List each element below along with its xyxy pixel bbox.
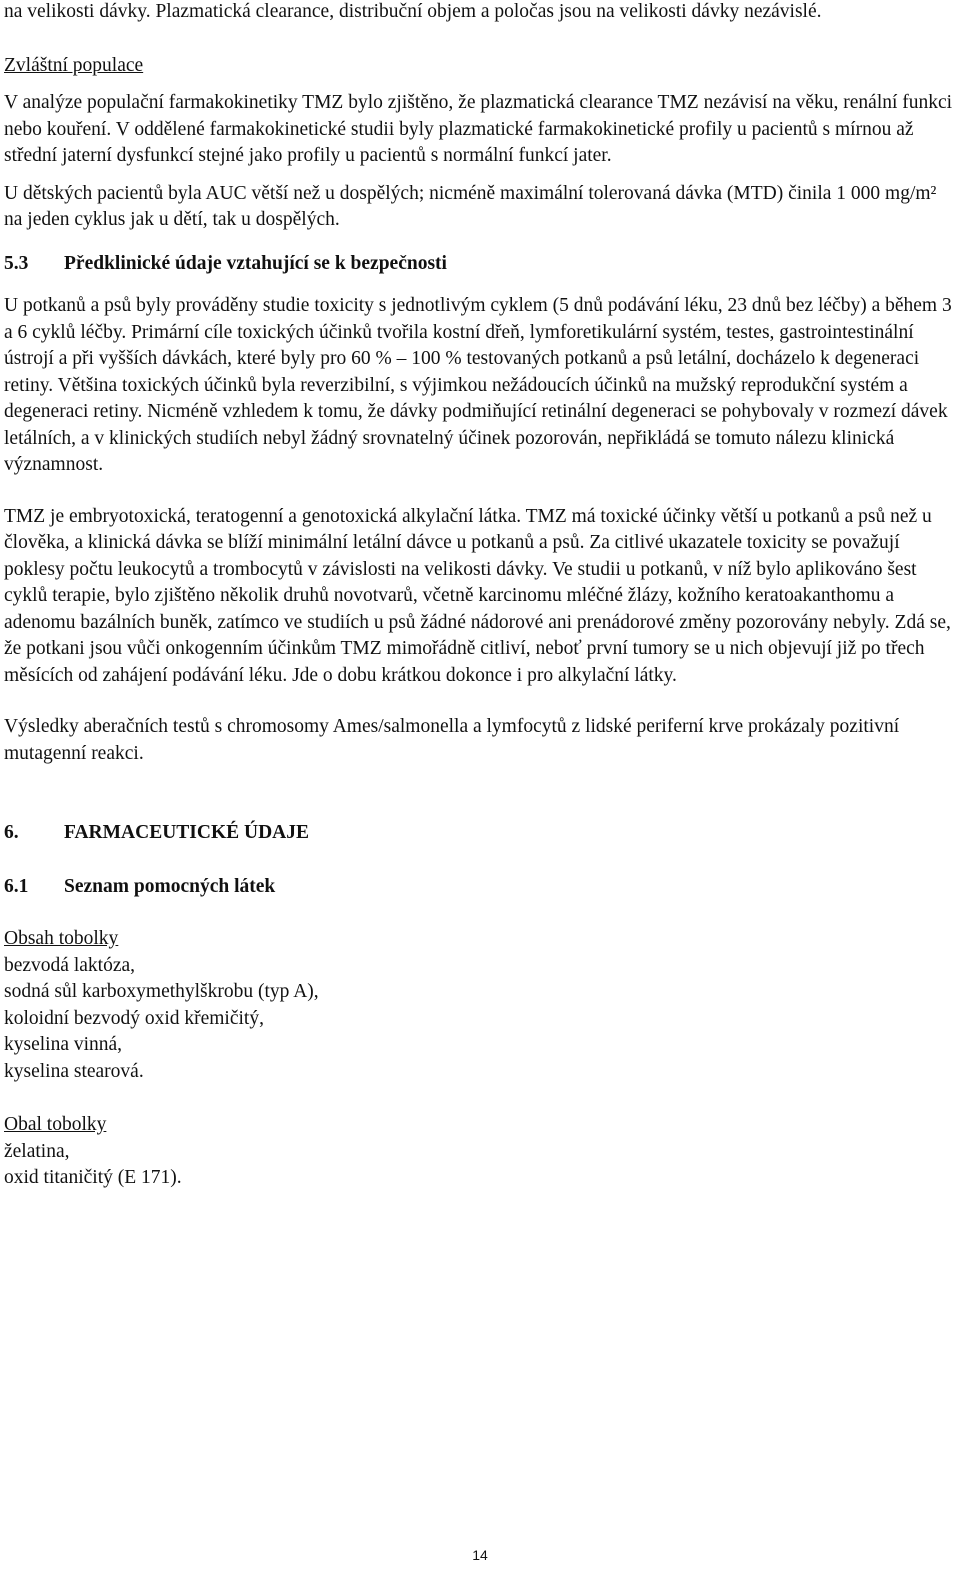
section-6-heading <box>4 820 956 847</box>
section-5-3-title: Předklinické údaje vztahující se k bezpečnosti <box>64 252 447 274</box>
capsule-content-list <box>4 926 956 1085</box>
section-6-title: FARMACEUTICKÉ ÚDAJE <box>64 822 310 843</box>
list-item: koloidní bezvodý oxid křemičitý, <box>4 1007 264 1029</box>
list-item: želatina, <box>4 1140 70 1162</box>
section-6-1-number: 6.1 <box>4 875 29 897</box>
preclinical-paragraph-1: U potkanů a psů byly prováděny studie toxicity s jednotlivým cyklem (5 dnů podávání léku, 23 dnů bez léčby) a během 3 a 6 cyklů léčby. Primární cíle toxických účinků tvořila kostní dřeň, lymforetikulární systém, testes, gastrointestinální ústrojí a při vyšších dávkách, které byly pro 60 % – 100 % testovaných potkanů a psů letální, docházelo k degeneraci retiny. Většina toxických účinků byla reverzibilní, s výjimkou nežádoucích účinků na mužský reprodukční systém a degeneraci retiny. Nicméně vzhledem k tomu, že dávky podmiňující retinální degeneraci se pohybovaly v rozmezí dávek letálních, a v klinických studiích nebyl žádný srovnatelný účinek pozorován, nepřikládá se tomuto nálezu klinická významnost. <box>4 295 952 475</box>
list-item: kyselina stearová. <box>4 1060 144 1082</box>
capsule-shell-heading: Obal tobolky <box>4 1114 107 1135</box>
page-number: 14 <box>472 1547 488 1563</box>
special-population-paragraph-2: U dětských pacientů byla AUC větší než u dospělých; nicméně maximální tolerovaná dávka (MTD) činila 1 000 mg/m² na jeden cyklus jak u dětí, tak u dospělých. <box>4 182 937 230</box>
intro-paragraph-tail: na velikosti dávky. Plazmatická clearance, distribuční objem a poločas jsou na velikosti dávky nezávislé. <box>4 1 822 22</box>
section-5-3-number: 5.3 <box>4 252 29 274</box>
section-6-number: 6. <box>4 822 19 843</box>
preclinical-paragraph-2: TMZ je embryotoxická, teratogenní a genotoxická alkylační látka. TMZ má toxické účinky větší u potkanů a psů než u člověka, a klinická dávka se blíží minimální letální dávce u potkanů a psů. Za citlivé ukazatele toxicity se považují poklesy počtu leukocytů a trombocytů v závislosti na velikosti dávky. Ve studii u potkanů, v níž bylo aplikováno šest cyklů terapie, bylo zjištěno několik druhů novotvarů, včetně karcinomu mléčné žlázy, kožního keratoakanthomu a adenomu bazálních buněk, zatímco ve studiích u psů žádné nádorové ani prenádorové změny pozorovány nebyly. Zdá se, že potkani jsou vůči onkogenním účinkům TMZ mimořádně citliví, neboť první tumory se u nich objevují již po třech měsících od zahájení podávání léku. Jde o dobu krátkou dokonce i pro alkylační látky. <box>4 505 951 686</box>
section-6-1-title: Seznam pomocných látek <box>64 875 276 897</box>
list-item: bezvodá laktóza, <box>4 954 136 976</box>
preclinical-paragraph-3: Výsledky aberačních testů s chromosomy Ames/salmonella a lymfocytů z lidské periferní krve prokázaly pozitivní mutagenní reakci. <box>4 716 900 764</box>
special-population-heading: Zvláštní populace <box>4 54 144 76</box>
section-6-1-heading <box>4 874 956 901</box>
document-page <box>4 0 956 1192</box>
special-population-paragraph-1: V analýze populační farmakokinetiky TMZ bylo zjištěno, že plazmatická clearance TMZ nezávisí na věku, renální funkci nebo kouření. V oddělené farmakokinetické studii byly plazmatické farmakokinetické profily u pacientů s mírnou až střední jaterní dysfunkcí stejné jako profily u pacientů s normální funkcí jater. <box>4 92 953 166</box>
list-item: sodná sůl karboxymethylškrobu (typ A), <box>4 981 319 1002</box>
capsule-content-heading: Obsah tobolky <box>4 928 119 949</box>
list-item: oxid titaničitý (E 171). <box>4 1167 182 1188</box>
capsule-shell-list <box>4 1112 956 1192</box>
section-5-3-heading <box>4 251 956 278</box>
list-item: kyselina vinná, <box>4 1034 123 1055</box>
